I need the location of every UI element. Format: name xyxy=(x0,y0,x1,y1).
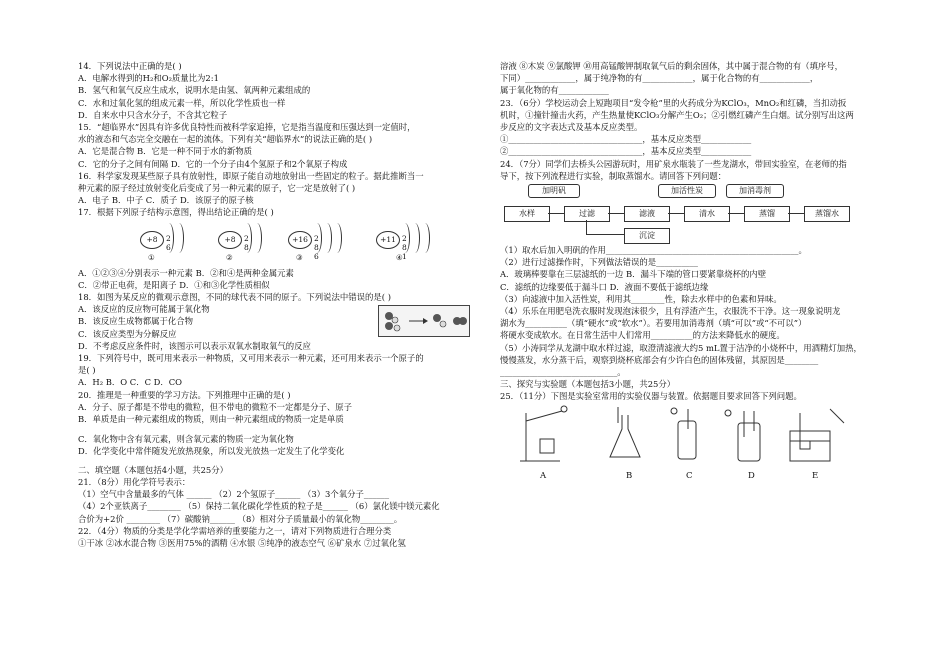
apparatus-label-b: B xyxy=(626,470,633,481)
question-line: （1）空气中含量最多的气体 ______ （2）2个氢原子______ （3）3个氧分子______ xyxy=(78,489,390,500)
question-line: 19．下列符号中，既可用来表示一种物质，又可用来表示一种元素，还可用来表示一个原子的 xyxy=(78,353,424,364)
question-line: A．①②③④分别表示一种元素 B．②和④是两种金属元素 xyxy=(78,267,294,278)
atom-label-2: ② xyxy=(226,252,233,262)
nucleus-4: +11 xyxy=(376,231,400,249)
question-line: 慢慢蒸发，水分蒸干后，观察到烧杯底部会有少许白色的固体残留，其原因是________ xyxy=(500,354,819,365)
question-line: （1）取水后加入明矾的作用______________________________________________。 xyxy=(500,245,807,256)
question-line: C．该反应类型为分解反应 xyxy=(78,328,177,339)
question-line xyxy=(78,425,466,433)
question-line: （2）进行过滤操作时，下列做法错误的是__________ xyxy=(500,257,698,268)
question-line: C．水和过氧化氢的组成元素一样，所以化学性质也一样 xyxy=(78,97,286,108)
question-line: 下同）____________，属于纯净物的有____________，属于化合物的有____________， xyxy=(500,73,819,84)
apparatus-label-d: D xyxy=(748,470,755,481)
question-line: D．化学变化中常伴随发光放热现象，所以发光放热一定发生了化学变化 xyxy=(78,446,345,457)
flow-filter: 过滤 xyxy=(564,206,610,222)
questions-24-25 xyxy=(500,244,875,403)
flow-clear-water: 清水 xyxy=(684,206,730,222)
flow-sediment: 沉淀 xyxy=(624,228,670,244)
question-line: 是( ) xyxy=(78,365,96,376)
nucleus-1: +8 xyxy=(140,231,164,249)
question-line: 机时，①撞针撞击火药，产生热量使KClO₃分解产生O₂；②引燃红磷产生白烟。试分别写出这两 xyxy=(500,109,854,120)
add-alum-label: 加明矾 xyxy=(528,184,580,198)
question-line: 种元素的原子经过放射变化后变成了另一种元素的原子，它一定是放射了( ) xyxy=(78,183,356,194)
question-line: A．分子、原子都是不带电的微粒，但不带电的微粒不一定都是分子、原子 xyxy=(78,401,353,412)
question-line: 20．推理是一种重要的学习方法。下列推理中正确的是( ) xyxy=(78,389,291,400)
question-line: （4）乐乐在用肥皂洗衣服时发现泡沫很少，且有浮渣产生，衣服洗不干净。这一现象说明龙 xyxy=(500,306,841,317)
right-column xyxy=(500,60,875,481)
question-line: 导下，按下列流程进行实验，制取蒸馏水。请回答下列问题： xyxy=(500,170,727,181)
question-line: 三、探究与实验题（本题包括3小题，共25分） xyxy=(500,379,676,390)
question-line: D．不考虑反应条件时，该图示可以表示双氧水制取氧气的反应 xyxy=(78,340,311,351)
question-line: ①________________________________，基本反应类型____________ xyxy=(500,134,752,145)
add-disinfectant-label: 加消毒剂 xyxy=(726,184,784,198)
question-line: B．该反应生成物都属于化合物 xyxy=(78,316,194,327)
reaction-micro-diagram xyxy=(378,305,470,337)
question-line: ②________________________________，基本反应类型____________ xyxy=(500,146,752,157)
add-carbon-label: 加活性炭 xyxy=(658,184,716,198)
question-line: 16．科学家发现某些原子具有放射性，即原子能自动地放射出一些固定的粒子。据此推断当一 xyxy=(78,170,424,181)
question-line: 将硬水变成软水。在日常生活中人们常用__________的方法来降低水的硬度。 xyxy=(500,330,785,341)
question-line: 17．根据下列原子结构示意图，得出结论正确的是( ) xyxy=(78,207,274,218)
question-line: 21．（8分）用化学符号表示： xyxy=(78,476,191,487)
question-line: A．它是混合物 B．它是一种不同于水的新物质 xyxy=(78,146,252,157)
question-line: （5）小涛同学从龙湖中取水样过滤，取澄清滤液大约5 mL置于洁净的小烧杯中，用酒精灯加热， xyxy=(500,342,862,353)
flow-water-sample: 水样 xyxy=(504,206,550,222)
question-line: 步反应的文字表达式及基本反应类型。 xyxy=(500,122,643,133)
question-line: 湖水为__________（填“硬水”或“软水”）。若要用加消毒剂（填“可以”或“不可以”） xyxy=(500,318,807,329)
shells-4: 2 8 1 xyxy=(402,233,407,261)
apparatus-label-c: C xyxy=(686,470,693,481)
left-column xyxy=(78,60,466,549)
atom-label-4: ④ xyxy=(396,252,403,262)
question-line: A．玻璃棒要靠在三层滤纸的一边 B．漏斗下端的管口要紧靠烧杯的内壁 xyxy=(500,269,767,280)
shells-3: 2 8 6 xyxy=(314,233,319,261)
question-line: A．H₂ B．O C．C D．CO xyxy=(78,377,183,388)
atom-label-1: ① xyxy=(148,252,155,262)
question-line: 15．“超临界水”因具有许多优良特性而被科学家追捧，它是指当温度和压强达到一定值时， xyxy=(78,122,416,133)
question-line: 24．（7分）同学们去桥头公园游玩时，用矿泉水瓶装了一些龙湖水，带回实验室，在老师的指 xyxy=(500,158,847,169)
question-line: 二、填空题（本题包括4小题，共25分） xyxy=(78,464,228,475)
questions-22-24 xyxy=(500,60,875,182)
question-line: D．自来水中只含水分子，不含其它粒子 xyxy=(78,109,228,120)
question-line: B．氢气和氧气反应生成水，说明水是由氢、氧两种元素组成的 xyxy=(78,85,311,96)
question-line: 25．（11分）下图是实验室常用的实验仪器与装置。依据题目要求回答下列问题。 xyxy=(500,391,802,402)
question-line: A．该反应的反应物可能属于氧化物 xyxy=(78,304,210,315)
question-line: C．②带正电荷，是阳离子 D．①和③化学性质相似 xyxy=(78,279,270,290)
question-line: A．电解水得到的H₂和O₂质量比为2:1 xyxy=(78,73,219,84)
question-line: 合价为+2价 ________ （7）碳酸钠______ （8）相对分子质量最小的氧化物________。 xyxy=(78,513,403,524)
nucleus-2: +8 xyxy=(218,231,242,249)
flow-distilled-water: 蒸馏水 xyxy=(804,206,850,222)
question-line: 14．下列说法中正确的是( ) xyxy=(78,61,182,71)
question-line: C．氧化物中含有氧元素，则含氧元素的物质一定为氧化物 xyxy=(78,434,294,445)
apparatus-label-e: E xyxy=(812,470,819,481)
question-line: （4）2个亚铁离子________ （5）保持二氧化碳化学性质的粒子是______ （6）氯化镁中镁元素化 xyxy=(78,501,440,512)
molecule-balls-icon xyxy=(379,306,469,336)
shells-1: 2 6 xyxy=(166,233,171,252)
question-line: A．电子 B．中子 C．质子 D．该原子的原子核 xyxy=(78,195,254,206)
question-line: ①干冰 ②冰水混合物 ③医用75%的酒精 ④水银 ⑤纯净的液态空气 ⑥矿泉水 ⑦过氧化氢 xyxy=(78,537,406,548)
lab-apparatus-icon xyxy=(500,403,875,469)
question-line: 水的液态和气态完全交融在一起的流体。下列有关“超临界水”的说法正确的是( ) xyxy=(78,134,373,145)
question-line: C．它的分子之间有间隔 D．它的一个分子由4个氢原子和2个氧原子构成 xyxy=(78,158,348,169)
water-purification-flowchart xyxy=(500,182,875,244)
question-line: 22．（4分）物质的分类是学化学需培养的重要能力之一，请对下列物质进行合理分类 xyxy=(78,525,392,536)
questions-14-17 xyxy=(78,60,466,219)
atom-label-3: ③ xyxy=(296,252,303,262)
question-line: 18．如图为某反应的微观示意图，不同的球代表不同的原子。下列说法中错误的是( ) xyxy=(78,292,391,303)
question-line: 溶液 ⑧木炭 ⑨氯酸钾 ⑩用高锰酸钾制取氧气后的剩余固体，其中属于混合物的有（填序号， xyxy=(500,61,843,71)
apparatus-label-a: A xyxy=(540,470,547,481)
fill-in-section xyxy=(78,464,466,549)
question-line: B．单质是由一种元素组成的物质，则由一种元素组成的物质一定是单质 xyxy=(78,414,344,425)
flow-filtrate: 滤液 xyxy=(624,206,670,222)
question-line: C．滤纸的边缘要低于漏斗口 D．液面不要低于滤纸边缘 xyxy=(500,281,709,292)
flow-distill: 蒸馏 xyxy=(744,206,790,222)
question-line: 23．（6分）学校运动会上短跑项目“发令枪”里的火药成分为KClO₃，MnO₂和红磷，当扣动扳 xyxy=(500,97,847,108)
question-line: （3）向滤液中加入活性炭，利用其________性，除去水样中的色素和异味。 xyxy=(500,293,782,304)
nucleus-3: +16 xyxy=(288,231,312,249)
question-line: 属于氧化物的有____________ xyxy=(500,85,609,96)
shells-2: 2 8 xyxy=(244,233,249,252)
lab-apparatus-figure xyxy=(500,403,875,481)
question-line: ____________________________。 xyxy=(500,367,626,378)
atom-structure-figure xyxy=(78,219,466,267)
questions-17-20 xyxy=(78,267,466,458)
